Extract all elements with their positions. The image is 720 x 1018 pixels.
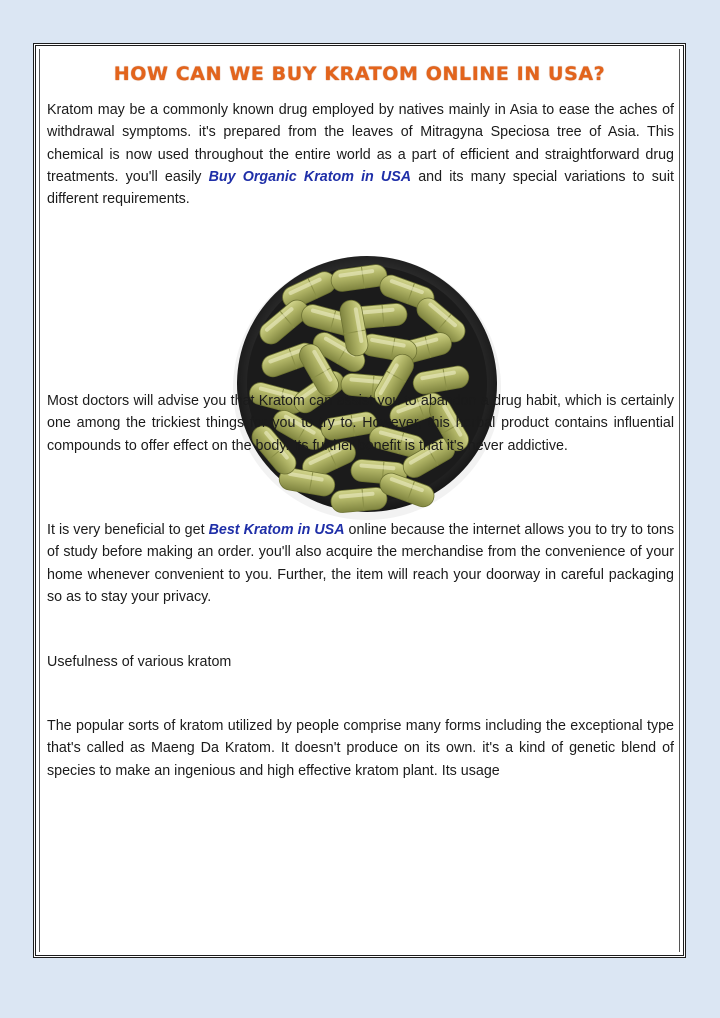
capsule-24 [330, 487, 388, 514]
paragraph-intro [47, 99, 674, 210]
capsule-bowl-illustration [179, 220, 555, 548]
paragraph-doctors: Most doctors will advise you that Kratom can assist you to abandon a drug habit, which is certainly one among the trickiest things for you to try to. However, this herbal product contains influential compounds to offer effect on the body. Its further benefit is that it's never addictive. [47, 393, 674, 454]
section-heading-usefulness: Usefulness of various kratom [47, 654, 232, 670]
paragraph-intro-text-end: and its many special variations to suit different requirements. [47, 168, 674, 208]
document-page [33, 43, 686, 958]
paragraph-popular-sorts: The popular sorts of kratom utilized by people comprise many forms including the exceptional type that's called as Maeng Da Kratom. It doesn't produce on its own. it's a kind of genetic blend of species to make an ingenious and high effective kratom plant. Its usage [47, 718, 674, 779]
kratom-capsules-photo [179, 220, 555, 548]
paragraph-benefits [47, 519, 674, 608]
document-title: HOW CAN WE BUY KRATOM ONLINE IN USA? [113, 63, 606, 85]
buy-organic-kratom-link[interactable]: Buy Organic Kratom in USA [208, 168, 412, 185]
paragraph-intro-text-start: Kratom may be a commonly known drug employed by natives mainly in Asia to ease the aches of withdrawal symptoms. it's prepared from the leaves of Mitragyna Speciosa tree of Asia. This chemical is now used throughout the entire world as a part of efficient and straightforward drug treatments. you'll easily [47, 102, 674, 185]
paragraph-benefits-text-start: It is very beneficial to get [47, 522, 209, 538]
paragraph-benefits-text-end: online because the internet allows you to try to tons of study before making an order. you'll also acquire the merchandise from the convenience of your home whenever convenient to you. Further, the item will reach your doorway in careful packaging so as to stay your privacy. [47, 522, 674, 605]
page-inner-frame [39, 49, 680, 952]
best-kratom-link[interactable]: Best Kratom in USA [208, 522, 345, 538]
